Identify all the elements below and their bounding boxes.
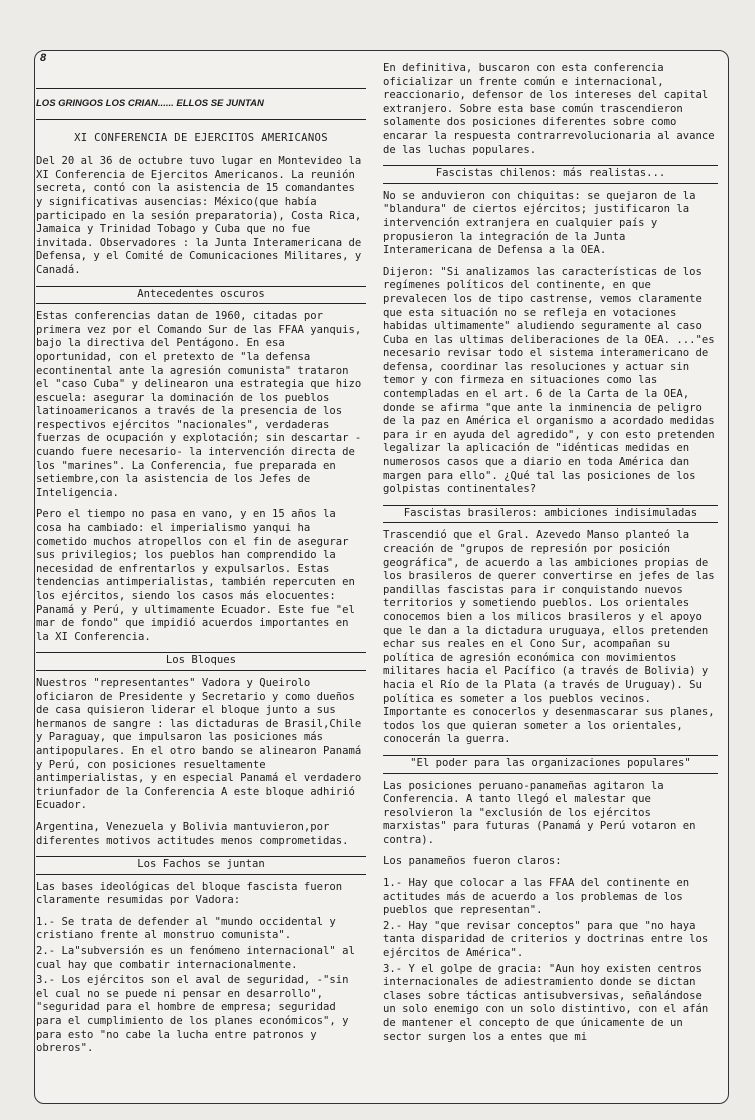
- antecedentes-paragraph-1: Estas conferencias datan de 1960, citadas por primera vez por el Comando Sur de las FFAA yanquis, bajo la directiva del Pentágono. En esa oportunidad, con el pretexto de "la defensa econtinental ante la agresión comunista" trataron el "caso Cuba" y delinearon una estrategia que hizo escuela: asegurar la dominación de los pueblos latinoamericanos a través de la presencia de los respectivos ejércitos "nacionales", verdaderas fuerzas de ocupación y explotación; sin descartar -cuando fuere necesario- la intervención directa de los "marines". La Conferencia, fue preparada en setiembre,con la asistencia de los Jefes de Inteligencia.: [36, 310, 362, 499]
- intro-paragraph: Del 20 al 36 de octubre tuvo lugar en Montevideo la XI Conferencia de Ejercitos Americanos. La reunión secreta, contó con la asistencia de 15 comandantes y significativas ausencias: México(que había participado en la sesión preparatoria), Costa Rica, Jamaica y Trinidad Tobago y Cuba que no fue invitada. Observadores : la Junta Interamericana de Defensa, y el Comité de Comunicaciones Militares, y Canadá.: [36, 155, 362, 276]
- right-top-paragraph: En definitiva, buscaron con esta conferencia oficializar un frente común e internacional, reaccionario, defensor de los intereses del capital extranjero. Sobre esta base común trascendieron solamente dos posiciones diferentes sobre como encarar la respuesta contrarrevolucionaria al avance de las luchas populares.: [383, 62, 715, 156]
- bloques-paragraph-2: Argentina, Venezuela y Bolivia mantuvieron,por diferentes motivos actitudes menos comprometidas.: [36, 820, 349, 847]
- fachos-list: [36, 916, 366, 1056]
- chilenos-paragraph-2: Dijeron: "Si analizamos las características de los regímenes políticos del continente, en que prevalecen los de tipo castrense, vemos claramente que esta situación no se refleja en votaciones habidas ultimamente" aludiendo seguramente al caso Cuba en las ultimas deliberaciones de la OEA. ..."es necesario revisar todo el sistema interamericano de defensa, coordinar las resoluciones y actuar sin temor y con firmeza en situaciones como las contempladas en el art. 6 de la Carta de la OEA, donde se afirma "que ante la inminencia de peligro de la paz en América el organismo a acordado medidas para ir en ayuda del agredido", y con esto pretenden legalizar la aplicación de "idénticas medidas en numerosos casos que a diario en toda América dan margen para ello". ¿Qué tal las posiciones de los golpistas continentales?: [383, 265, 715, 496]
- right-column: [383, 62, 718, 1046]
- fachos-intro: Las bases ideológicas del bloque fascista fueron claramente resumidas por Vadora:: [36, 880, 343, 907]
- list-item: 2.- Hay "que revisar conceptos" para que "no haya tanta disparidad de criterios y doctrinas entre los ejércitos de América".: [383, 919, 709, 960]
- section-heading-poder: "El poder para las organizaciones populares": [383, 755, 718, 774]
- list-item: 2.- La"subversión es un fenómeno internacional" al cual hay que combatir internacionalmente.: [36, 945, 355, 971]
- chilenos-paragraph-1: No se anduvieron con chiquitas: se quejaron de la "blandura" de ciertos ejércitos; justificaron la intervención extranjera en cualquier país y propusieron la integración de la Junta Interamericana de Defensa a la OEA.: [383, 189, 696, 257]
- antecedentes-paragraph-2: Pero el tiempo no pasa en vano, y en 15 años la cosa ha cambiado: el imperialismo yanqui ha cometido muchos atropellos con el fin de asegurar sus privilegios; los pueblos han comprendido la necesidad de enfrentarlos y expulsarlos. Estas tendencias antimperialistas, también repercuten en los ejércitos, siendo los casos más elocuentes: Panamá y Perú, y ultimamente Ecuador. Este fue "el mar de fondo" que impidió acuerdos importantes en la XI Conferencia.: [36, 508, 355, 643]
- left-column: [36, 64, 366, 1058]
- kicker-headline: LOS GRINGOS LOS CRIAN...... ELLOS SE JUNTAN: [36, 88, 366, 120]
- poder-paragraph-1: Las posiciones peruano-panameñas agitaron la Conferencia. A tanto llegó el malestar que resolvieron la "exclusión de los ejércitos marxistas" para futuras (Panamá y Perú votaron en contra).: [383, 779, 696, 846]
- article-title: XI CONFERENCIA DE EJERCITOS AMERICANOS: [74, 131, 328, 144]
- poder-list: [383, 877, 718, 1044]
- section-heading-antecedentes: Antecedentes oscuros: [36, 286, 366, 305]
- poder-paragraph-2: Los panameños fueron claros:: [383, 855, 562, 868]
- brasileros-paragraph: Trascendió que el Gral. Azevedo Manso planteó la creación de "grupos de represión por posición geográfica", de acuerdo a las ambiciones propias de los brasileros de querer convertirse en jefes de las pandillas fascistas para ir conquistando nuevos territorios y sometiendo pueblos. Los orientales conocemos bien a los milicos brasileros y el apoyo que le dan a la dictadura uruguaya, ellos pretenden echar sus reales en el Cono Sur, acompañan su política de agresión económica con movimientos militares hacia el Pacífico (a través de Bolivia) y hacia el Río de la Plata (a través de Uruguay). Su política es someter a los pueblos vecinos. Importante es conocerlos y desenmascarar sus planes, todos los que quieran someter a los orientales, conocerán la guerra.: [383, 529, 715, 746]
- section-heading-brasileros: Fascistas brasileros: ambiciones indisimuladas: [383, 505, 718, 524]
- section-heading-fachos: Los Fachos se juntan: [36, 856, 366, 875]
- list-item: 3.- Los ejércitos son el aval de seguridad, -"sin el cual no se puede ni pensar en desarrollo", "seguridad para el hombre de empresa; seguridad para el cumplimiento de los planes económicos", y para esto "no cabe la lucha entre patronos y obreros".: [36, 974, 349, 1055]
- section-heading-bloques: Los Bloques: [36, 652, 366, 671]
- list-item: 1.- Se trata de defender al "mundo occidental y cristiano frente al monstruo comunista".: [36, 915, 336, 942]
- bloques-paragraph-1: Nuestros "representantes" Vadora y Queirolo oficiaron de Presidente y Secretario y como dueños de casa quisieron liderar el bloque junto a sus hermanos de sangre : las dictaduras de Brasil,Chile y Paraguay, que impulsaron las posiciones más antipopulares. En el otro bando se alinearon Panamá y Perú, con posiciones resueltamente antimperialistas, y en especial Panamá el verdadero triunfador de la Conferencia A este bloque adhirió Ecuador.: [36, 676, 362, 812]
- list-item: 1.- Hay que colocar a las FFAA del continente en actitudes más de acuerdo a los problemas de los pueblos que representan".: [383, 877, 690, 917]
- page-number: 8: [40, 52, 47, 64]
- section-heading-chilenos: Fascistas chilenos: más realistas...: [383, 165, 718, 184]
- list-item: 3.- Y el golpe de gracia: "Aun hoy existen centros internacionales de adiestramiento donde se dictan clases sobre tácticas antisubversivas, señalándose un solo enemigo con un solo distintivo, con el afán de mantener el concepto de que únicamente de un sector surgen los a entes que mi: [383, 962, 709, 1043]
